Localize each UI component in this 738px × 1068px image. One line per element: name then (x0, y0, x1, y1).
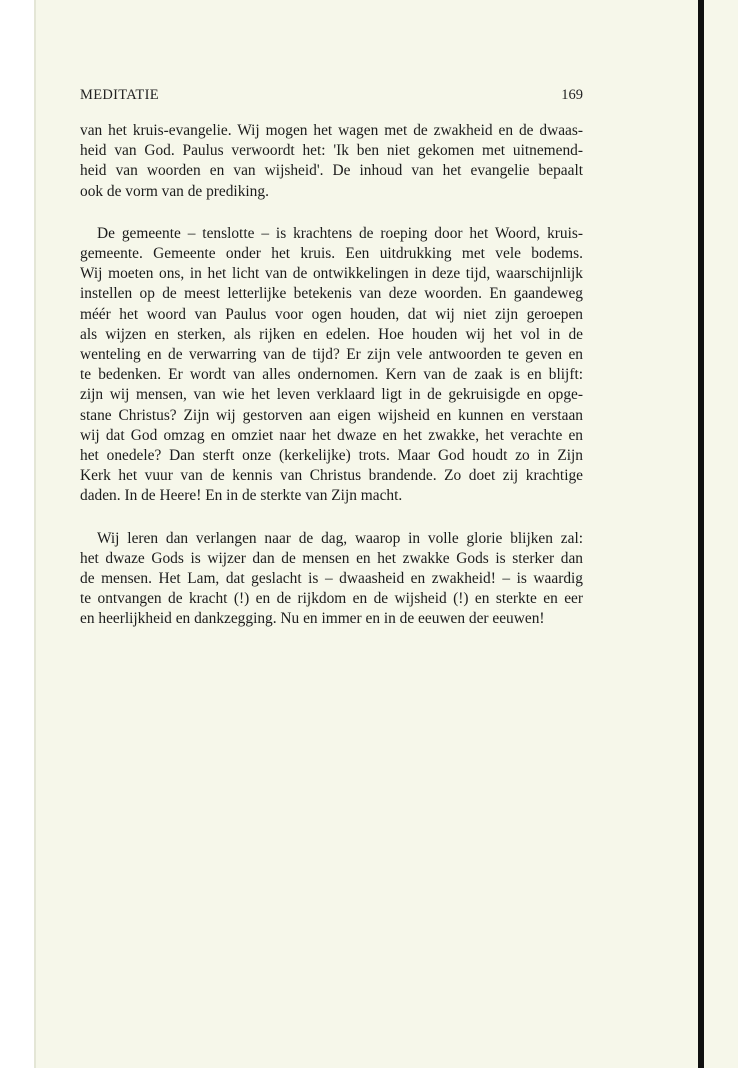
text-line: de mensen. Het Lam, dat geslacht is – dwaasheid en zwakheid! – is waardig (80, 570, 583, 588)
running-title: MEDITATIE (80, 87, 159, 103)
text-line: als wijzen en sterken, als rijken en edelen. Hoe houden wij het vol in de (80, 325, 583, 343)
page-number: 169 (561, 87, 583, 103)
text-line: heid van woorden en van wijsheid'. De inhoud van het evangelie bepaalt (80, 162, 583, 180)
body-text (80, 121, 583, 652)
text-line: en heerlijkheid en dankzegging. Nu en immer en in de eeuwen der eeuwen! (80, 610, 545, 628)
page-header (80, 87, 583, 107)
text-line: wenteling en de verwarring van de tijd? Er zijn vele antwoorden te geven en (80, 346, 583, 364)
text-line: ook de vorm van de prediking. (80, 182, 269, 200)
text-line: heid van God. Paulus verwoordt het: 'Ik ben niet gekomen met uitnemend- (80, 142, 583, 160)
paragraph-2 (80, 224, 583, 507)
text-line: wij dat God omzag en omziet naar het dwaze en het zwakke, het verachte en (80, 426, 583, 444)
text-line: De gemeente – tenslotte – is krachtens de roeping door het Woord, kruis- (97, 224, 583, 242)
text-line: Wij moeten ons, in het licht van de ontwikkelingen in deze tijd, waarschijnlijk (80, 265, 583, 283)
text-line: gemeente. Gemeente onder het kruis. Een uitdrukking met vele bodems. (80, 245, 583, 263)
text-line: het onedele? Dan sterft onze (kerkelijke) trots. Maar God houdt zo in Zijn (80, 447, 583, 465)
text-line: stane Christus? Zijn wij gestorven aan eigen wijsheid en kunnen en verstaan (80, 406, 583, 424)
scan-margin-left (0, 0, 34, 1068)
text-line: te bedenken. Er wordt van alles ondernomen. Kern van de zaak is en blijft: (80, 366, 583, 384)
text-line: instellen op de meest letterlijke betekenis van deze woorden. En gaandeweg (80, 285, 583, 303)
text-line: méér het woord van Paulus voor ogen houden, dat wij niet zijn geroepen (80, 305, 583, 323)
text-line: van het kruis-evangelie. Wij mogen het wagen met de zwakheid en de dwaas- (80, 122, 583, 139)
text-line: Wij leren dan verlangen naar de dag, waarop in volle glorie blijken zal: (97, 529, 583, 547)
text-line: het dwaze Gods is wijzer dan de mensen en het zwakke Gods is sterker dan (80, 549, 583, 567)
text-line: zijn wij mensen, van wie het leven verklaard ligt in de gekruisigde en opge- (80, 386, 583, 404)
text-line: daden. In de Heere! En in de sterkte van Zijn macht. (80, 487, 403, 505)
scan-edge-shadow (34, 0, 36, 1068)
paragraph-3 (80, 529, 583, 630)
paragraph-1 (80, 121, 583, 202)
text-line: te ontvangen de kracht (!) en de rijkdom en de wijsheid (!) en sterkte en eer (80, 590, 583, 608)
text-line: Kerk het vuur van de kennis van Christus brandende. Zo doet zij krachtige (80, 467, 583, 485)
scan-binding-edge (698, 0, 704, 1068)
